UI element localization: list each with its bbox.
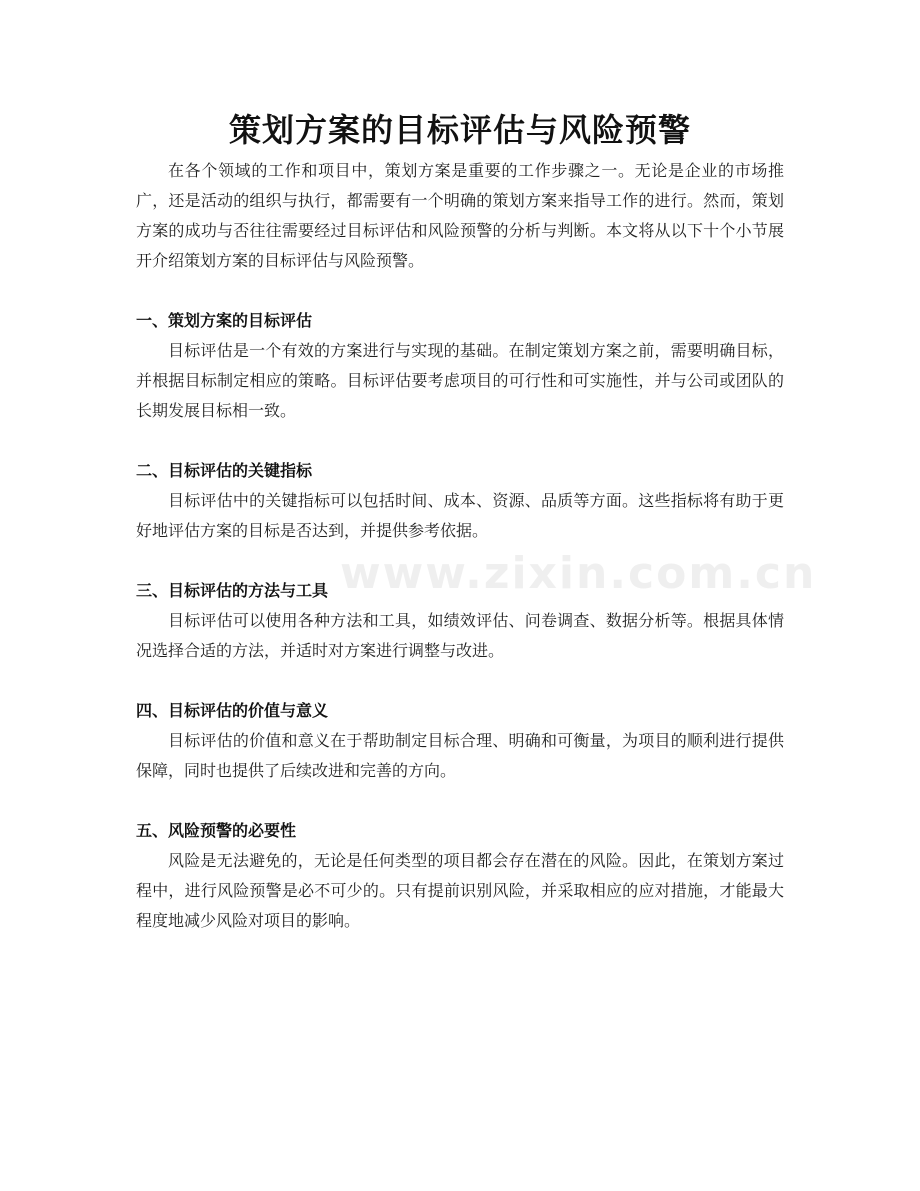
section-heading: 五、风险预警的必要性	[136, 821, 297, 840]
document-title: 策划方案的目标评估与风险预警	[228, 111, 691, 149]
section-paragraph: 目标评估的价值和意义在于帮助制定目标合理、明确和可衡量，为项目的顺利进行提供保障，同时也提供了后续改进和完善的方向。	[136, 731, 784, 780]
section-5	[136, 816, 784, 936]
section-4	[136, 696, 784, 786]
section-heading: 三、目标评估的方法与工具	[136, 581, 329, 600]
section-heading: 一、策划方案的目标评估	[136, 311, 313, 330]
section-1	[136, 306, 784, 426]
section-heading: 四、目标评估的价值与意义	[136, 701, 329, 720]
section-paragraph: 目标评估中的关键指标可以包括时间、成本、资源、品质等方面。这些指标将有助于更好地评估方案的目标是否达到，并提供参考依据。	[136, 491, 784, 540]
section-paragraph: 风险是无法避免的，无论是任何类型的项目都会存在潜在的风险。因此，在策划方案过程中，进行风险预警是必不可少的。只有提前识别风险，并采取相应的应对措施，才能最大程度地减少风险对项目的影响。	[136, 851, 784, 930]
section-2	[136, 456, 784, 546]
watermark: www.zixin.com.cn	[340, 548, 817, 599]
section-heading: 二、目标评估的关键指标	[136, 461, 313, 480]
section-paragraph: 目标评估可以使用各种方法和工具，如绩效评估、问卷调查、数据分析等。根据具体情况选择合适的方法，并适时对方案进行调整与改进。	[136, 611, 784, 660]
section-3	[136, 576, 784, 666]
section-paragraph: 目标评估是一个有效的方案进行与实现的基础。在制定策划方案之前，需要明确目标，并根据目标制定相应的策略。目标评估要考虑项目的可行性和可实施性，并与公司或团队的长期发展目标相一致。	[136, 341, 784, 420]
intro-paragraph: 在各个领域的工作和项目中，策划方案是重要的工作步骤之一。无论是企业的市场推广，还是活动的组织与执行，都需要有一个明确的策划方案来指导工作的进行。然而，策划方案的成功与否往往需要经过目标评估和风险预警的分析与判断。本文将从以下十个小节展开介绍策划方案的目标评估与风险预警。	[136, 161, 784, 270]
